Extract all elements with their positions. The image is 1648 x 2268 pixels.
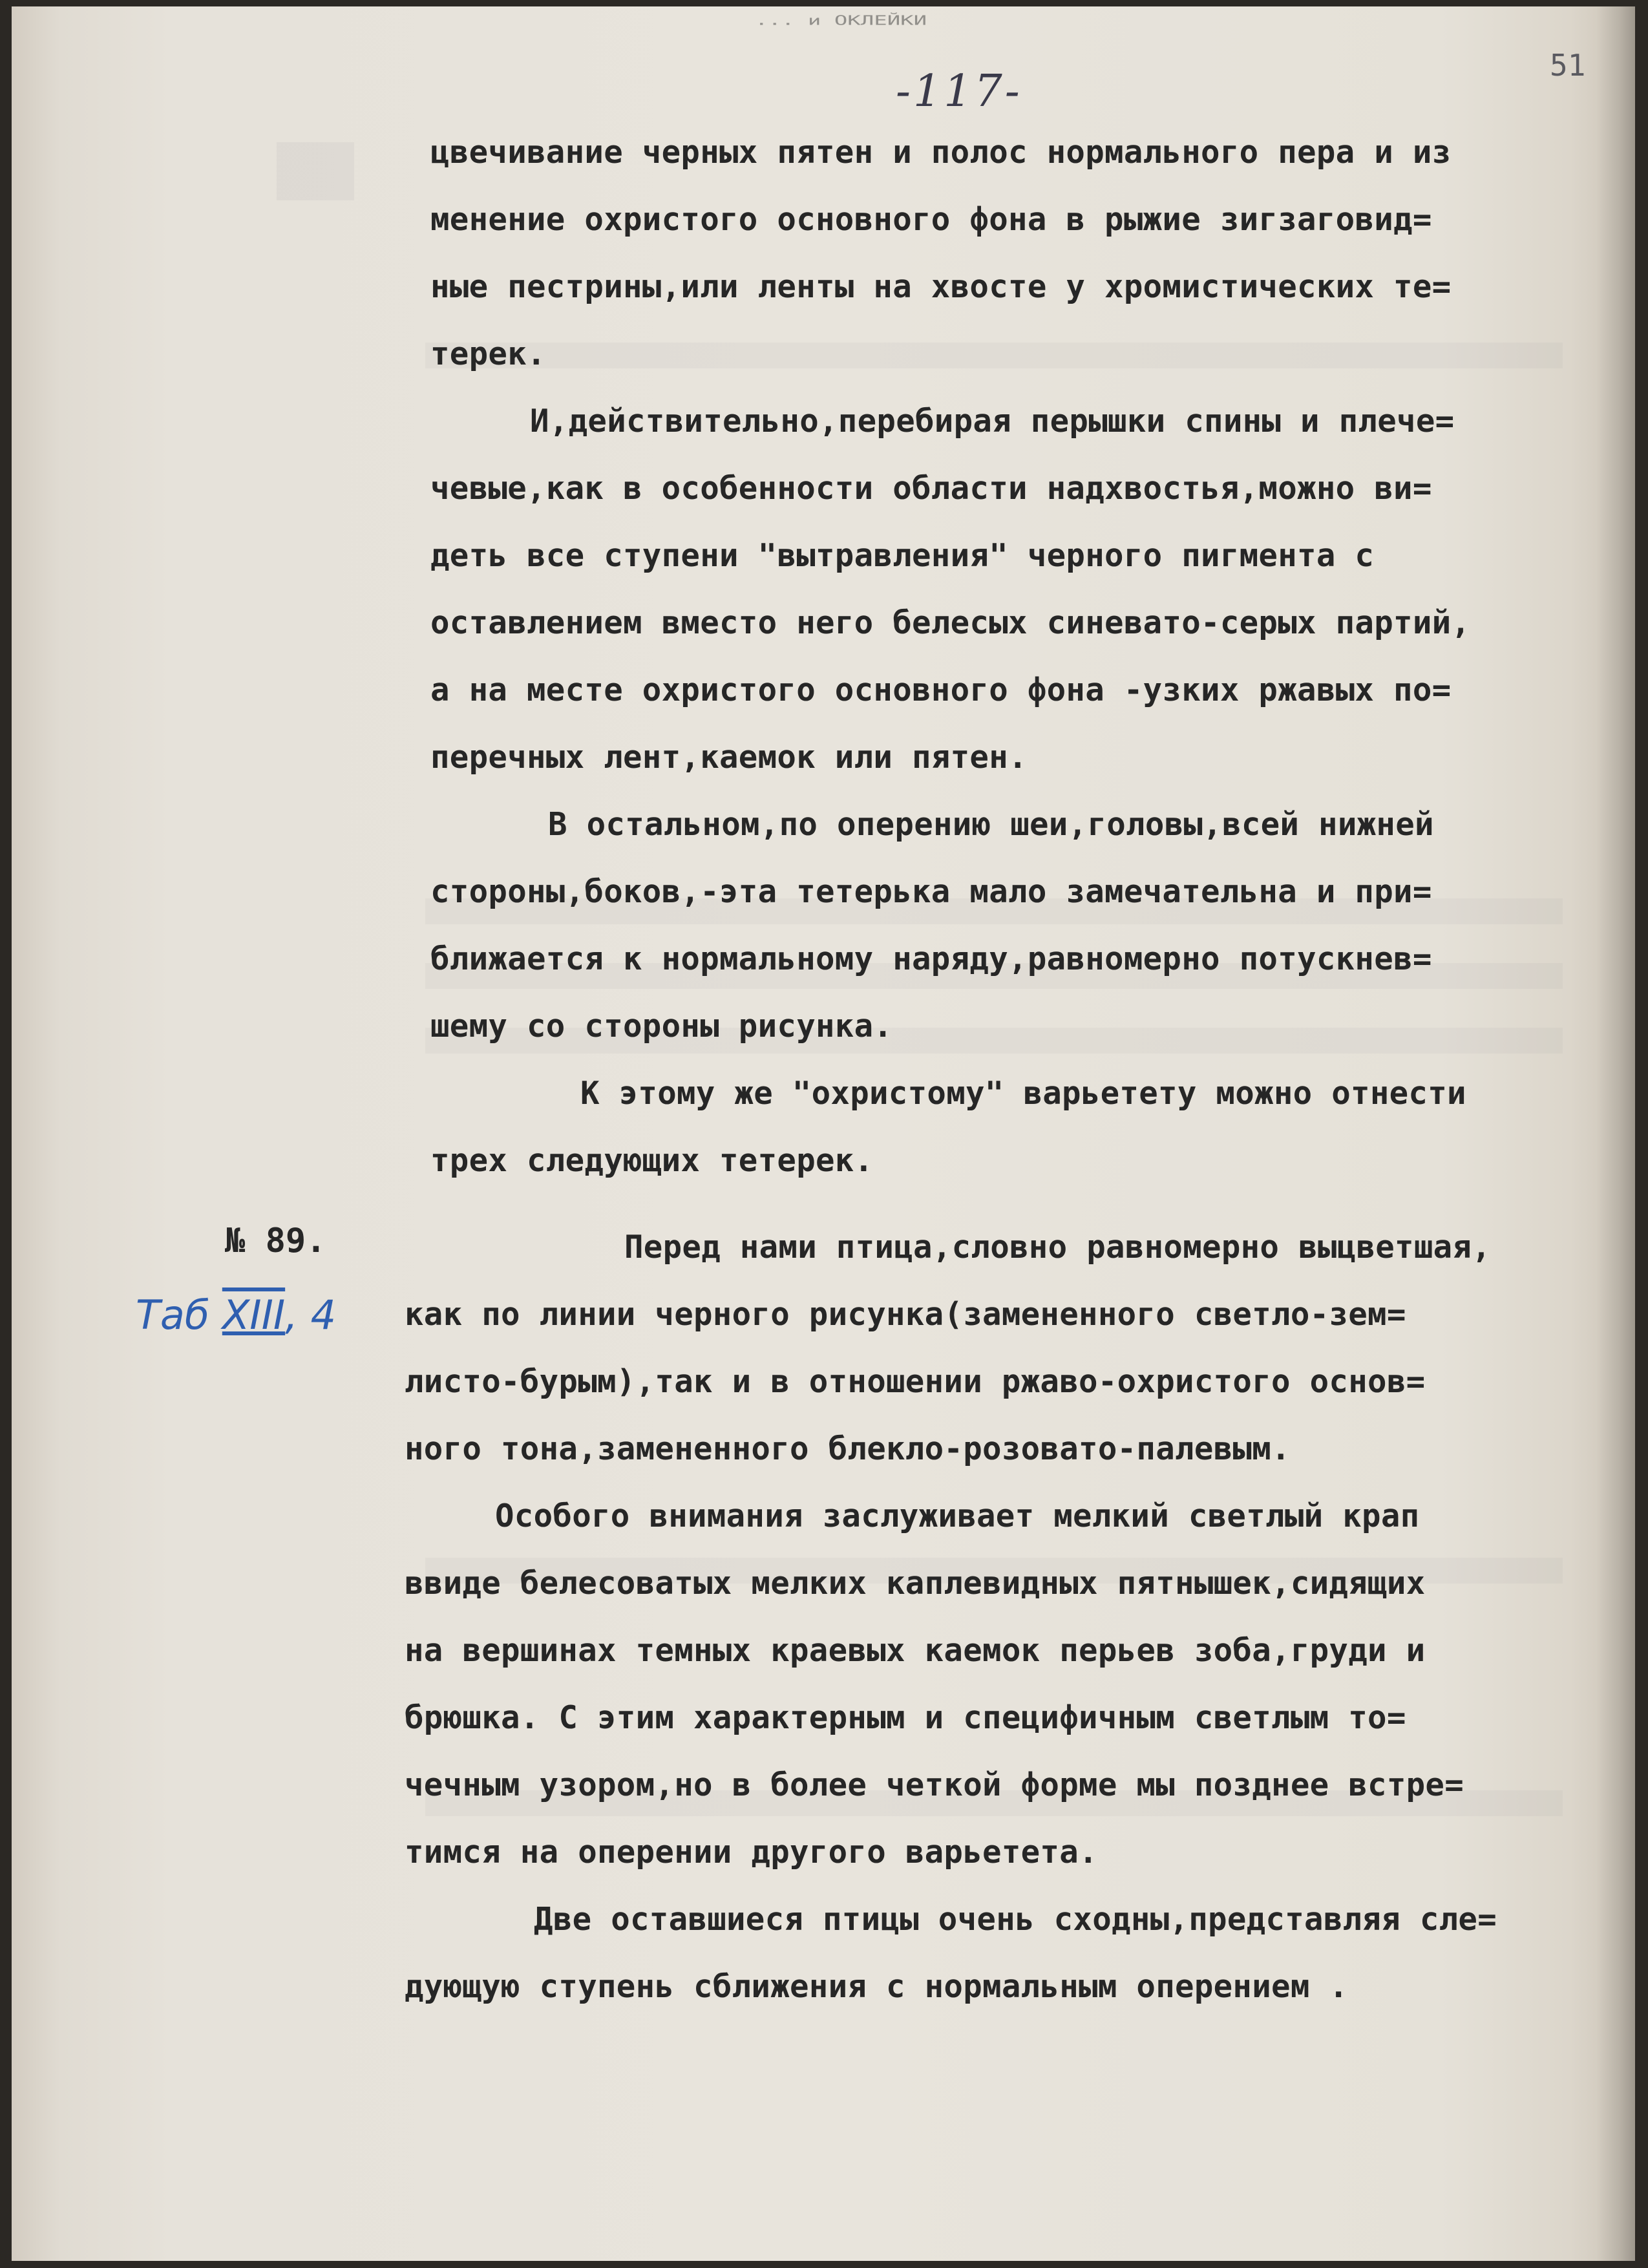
binding-shadow — [1596, 6, 1635, 2261]
entry-number: № 89. — [225, 1222, 326, 1260]
text-line: перечных лент,каемок или пятен. — [430, 739, 1028, 776]
text-line: ные пестрины,или ленты на хвосте у хромистических те= — [430, 268, 1452, 305]
typewritten-page — [12, 6, 1635, 2261]
text-line: шему со стороны рисунка. — [430, 1008, 893, 1044]
page-number: -117- — [896, 66, 1022, 117]
handwritten-suffix: , 4 — [285, 1291, 337, 1339]
text-line: В остальном,по оперению шеи,головы,всей нижней — [548, 806, 1434, 843]
text-line: терек. — [430, 335, 546, 372]
main-text — [12, 6, 1635, 2261]
text-line: ного тона,замененного блекло-розовато-палевым. — [405, 1430, 1291, 1467]
text-line: И,действительно,перебирая перышки спины и плече= — [530, 403, 1455, 440]
text-line: тимся на оперении другого варьетета. — [405, 1834, 1098, 1871]
text-line: трех следующих тетерек. — [430, 1142, 874, 1179]
text-line: стороны,боков,-эта тетерька мало замечательна и при= — [430, 873, 1432, 910]
text-line: Особого внимания заслуживает мелкий светлый крап — [495, 1498, 1420, 1534]
handwritten-roman-numeral: XIII — [222, 1291, 286, 1339]
text-line: деть все ступени "вытравления" черного пигмента с — [430, 537, 1375, 574]
text-line: Две оставшиеся птицы очень сходны,представляя сле= — [534, 1901, 1497, 1938]
text-line: как по линии черного рисунка(замененного светло-зем= — [405, 1296, 1406, 1333]
folio-number: 51 — [1550, 48, 1586, 83]
text-line: чечным узором,но в более четкой форме мы позднее встре= — [405, 1766, 1464, 1803]
text-line: оставлением вместо него белесых синевато-серых партий, — [430, 604, 1471, 641]
text-line: на вершинах темных краевых каемок перьев зоба,груди и — [405, 1632, 1426, 1669]
text-line: ближается к нормальному наряду,равномерно потускнев= — [430, 940, 1432, 977]
header-fragment: ... и ОКЛЕЙКИ — [755, 13, 927, 28]
text-line: ввиде белесоватых мелких каплевидных пятнышек,сидящих — [405, 1565, 1426, 1602]
text-line: листо-бурым),так и в отношении ржаво-охристого основ= — [405, 1363, 1426, 1400]
text-line: менение охристого основного фона в рыжие зигзаговид= — [430, 201, 1432, 238]
text-line: Перед нами птица,словно равномерно выцветшая, — [624, 1229, 1492, 1266]
text-line: брюшка. С этим характерным и специфичным светлым то= — [405, 1699, 1406, 1736]
handwritten-table-reference — [136, 1291, 336, 1339]
text-line: цвечивание черных пятен и полос нормального пера и из — [430, 134, 1452, 171]
text-line: К этому же "охристому" варьетету можно отнести — [580, 1075, 1466, 1112]
text-line: чевые,как в особенности области надхвостья,можно ви= — [430, 470, 1432, 507]
text-line: а на месте охристого основного фона -узких ржавых по= — [430, 672, 1452, 708]
text-line: дующую ступень сближения с нормальным оперением . — [405, 1968, 1349, 2005]
handwritten-prefix: Таб — [136, 1291, 222, 1339]
